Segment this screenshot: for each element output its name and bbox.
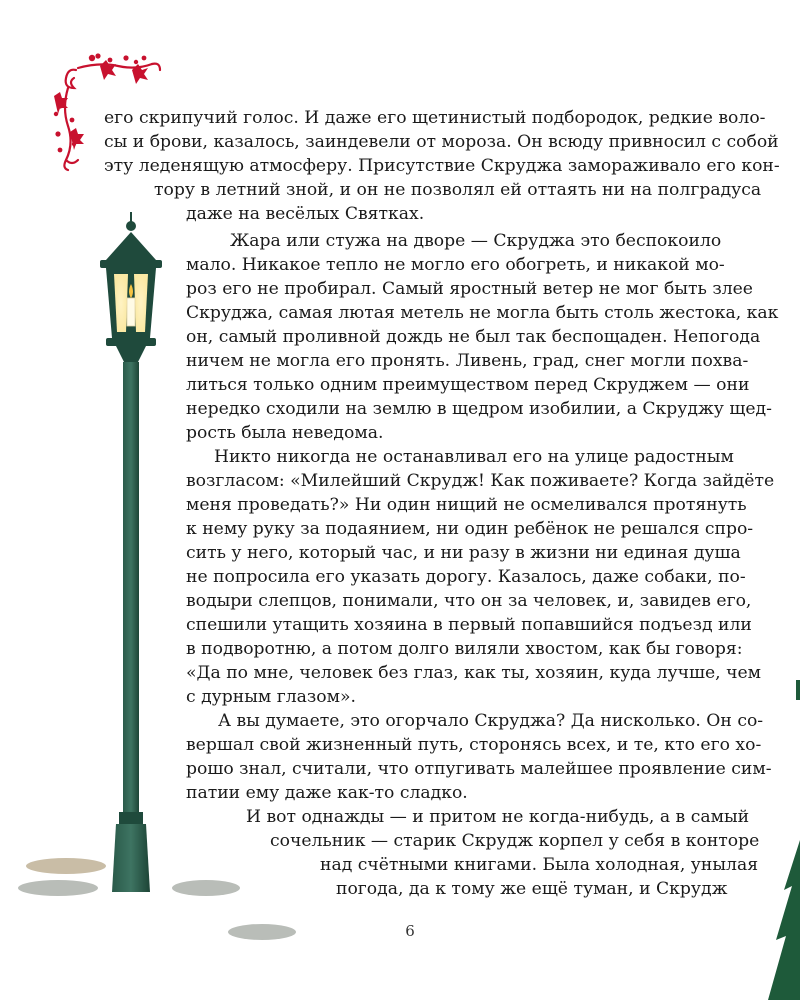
text-line: А вы думаете, это огорчало Скруджа? Да нисколько. Он со-: [218, 711, 764, 731]
paving-stones-icon: [0, 850, 300, 950]
victorian-street-lamp-icon: [86, 212, 176, 892]
text-line: спешили утащить хозяина в первый попавшийся подъезд или: [186, 615, 752, 635]
text-line: роз его не пробирал. Самый яростный ветер не мог быть злее: [186, 279, 753, 299]
text-line: с дурным глазом».: [186, 687, 356, 707]
text-line: Никто никогда не останавливал его на улице радостным: [214, 447, 734, 467]
text-line: патии ему даже как-то сладко.: [186, 783, 468, 803]
text-line: ничем не могла его пронять. Ливень, град, снег могли похва-: [186, 351, 749, 371]
text-line: водыри слепцов, понимали, что он за человек, и, завидев его,: [186, 591, 752, 611]
text-line: над счётными книгами. Была холодная, унылая: [320, 855, 759, 875]
text-line: меня проведать?» Ни один нищий не осмеливался протянуть: [186, 495, 747, 515]
text-line: И вот однажды — и притом не когда-нибудь, а в самый: [246, 807, 750, 827]
text-line: мало. Никакое тепло не могло его обогреть, и никакой мо-: [186, 255, 725, 275]
text-line: Скруджа, самая лютая метель не могла быть столь жестока, как: [186, 303, 779, 323]
page-number: 6: [405, 922, 415, 940]
text-line: нередко сходили на землю в щедром изобилии, а Скруджу щед-: [186, 399, 772, 419]
text-line: рость была неведома.: [186, 423, 384, 443]
text-line: Жара или стужа на дворе — Скруджа это беспокоило: [230, 231, 722, 251]
fir-tree-edge-icon: [740, 640, 800, 1000]
text-line: сы и брови, казалось, заиндевели от мороза. Он всюду привносил с собой: [104, 132, 779, 152]
text-line: рошо знал, считали, что отпугивать малейшее проявление сим-: [186, 759, 772, 779]
text-line: вершал свой жизненный путь, сторонясь всех, и те, кто его хо-: [186, 735, 762, 755]
text-line: к нему руку за подаянием, ни один ребёнок не решался спро-: [186, 519, 754, 539]
text-line: эту леденящую атмосферу. Присутствие Скруджа замораживало его кон-: [104, 156, 780, 176]
text-line: его скрипучий голос. И даже его щетинистый подбородок, редкие воло-: [104, 108, 766, 128]
text-line: возгласом: «Милейший Скрудж! Как поживаете? Когда зайдёте: [186, 471, 775, 491]
text-line: в подворотню, а потом долго виляли хвостом, как бы говоря:: [186, 639, 743, 659]
text-line: погода, да к тому же ещё туман, и Скрудж: [336, 879, 728, 899]
text-line: не попросила его указать дорогу. Казалось, даже собаки, по-: [186, 567, 746, 587]
text-line: тору в летний зной, и он не позволял ей оттаять ни на полградуса: [154, 180, 762, 200]
text-line: литься только одним преимуществом перед Скруджем — они: [186, 375, 750, 395]
text-line: сочельник — старик Скрудж корпел у себя в конторе: [270, 831, 760, 851]
text-line: сить у него, который час, и ни разу в жизни ни единая душа: [186, 543, 741, 563]
text-line: «Да по мне, человек без глаз, как ты, хозяин, куда лучше, чем: [186, 663, 762, 683]
text-line: даже на весёлых Святках.: [186, 204, 425, 224]
text-line: он, самый проливной дождь не был так беспощаден. Непогода: [186, 327, 761, 347]
